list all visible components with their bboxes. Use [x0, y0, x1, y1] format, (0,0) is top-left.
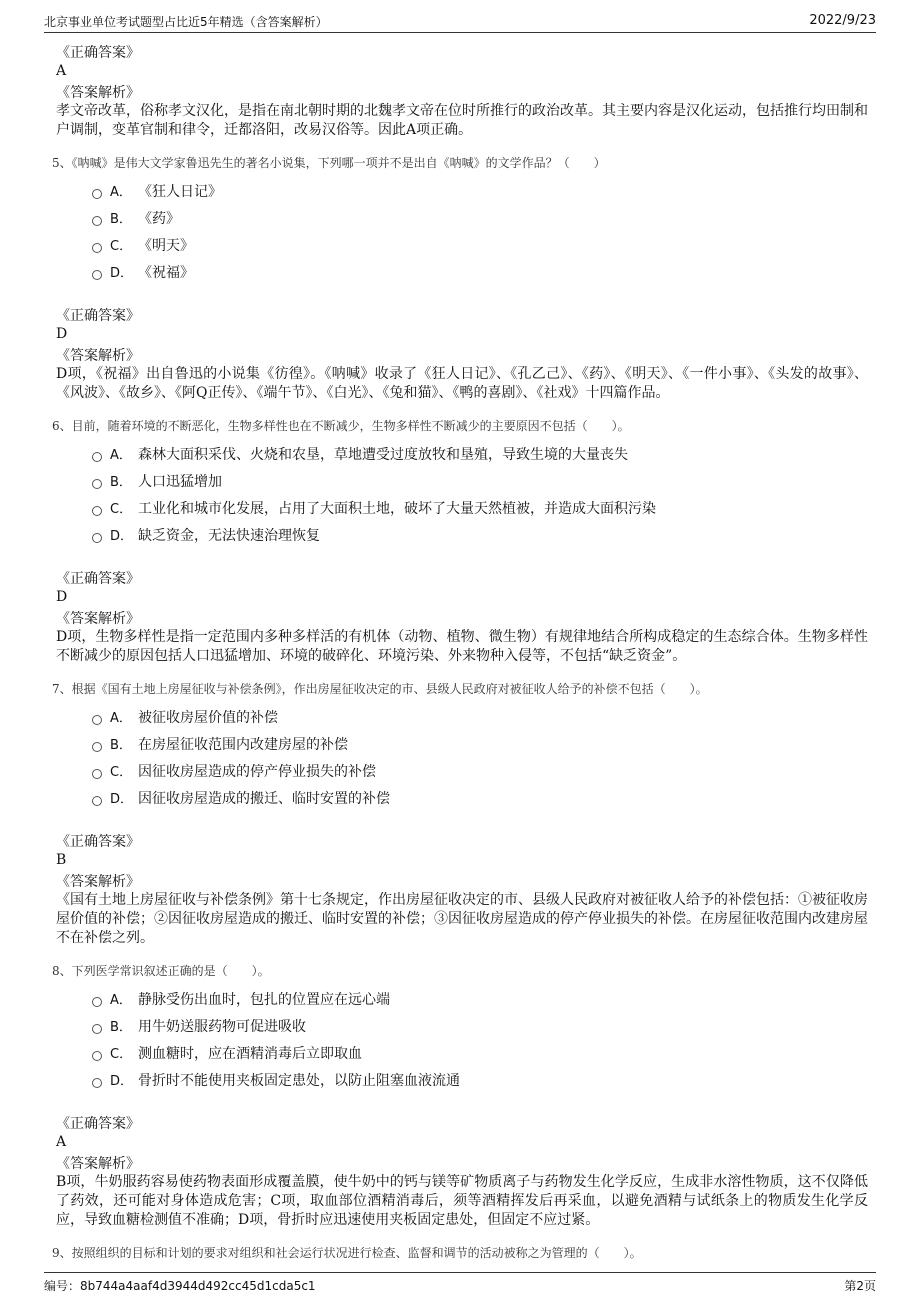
option-text: 工业化和城市化发展，占用了大面积土地，破坏了大量天然植被，并造成大面积污染 — [138, 500, 656, 517]
analysis-label: 《答案解析》 — [56, 1156, 140, 1172]
radio-icon[interactable] — [92, 506, 102, 516]
option-d[interactable] — [56, 521, 868, 548]
question-5: 5、《呐喊》是伟大文学家鲁迅先生的著名小说集，下列哪一项并不是出自《呐喊》的文学作品？（ ） — [52, 156, 606, 170]
option-letter: B． — [110, 475, 132, 490]
option-letter: C． — [110, 765, 133, 780]
option-letter: D． — [110, 1074, 134, 1089]
option-text: 森林大面积采伐、火烧和农垦，草地遭受过度放牧和垦殖，导致生境的大量丧失 — [138, 446, 628, 463]
question-9: 9、按照组织的目标和计划的要求对组织和社会运行状况进行检查、监督和调节的活动被称之为管理的（ ）。 — [52, 1246, 642, 1260]
document-code — [44, 1277, 316, 1294]
radio-icon[interactable] — [92, 216, 102, 226]
correct-answer: A — [56, 63, 67, 79]
option-letter: B． — [110, 738, 132, 753]
option-text: 人口迅猛增加 — [138, 473, 222, 490]
correct-answer: A — [56, 1134, 67, 1150]
option-letter: D． — [110, 529, 134, 544]
page-content — [52, 44, 868, 1262]
option-letter: D． — [110, 792, 134, 807]
correct-answer-label: 《正确答案》 — [56, 1116, 140, 1132]
option-text: 因征收房屋造成的停产停业损失的补偿 — [138, 763, 376, 780]
page-footer — [44, 1272, 876, 1295]
radio-icon[interactable] — [92, 270, 102, 280]
option-a[interactable] — [56, 177, 868, 204]
radio-icon[interactable] — [92, 189, 102, 199]
option-b[interactable] — [56, 1012, 868, 1039]
option-letter: B． — [110, 1020, 132, 1035]
option-letter: D． — [110, 266, 134, 281]
correct-answer-label: 《正确答案》 — [56, 308, 140, 324]
option-letter: A． — [110, 711, 132, 726]
document-title: 北京事业单位考试题型占比近5年精选（含答案解析） — [44, 15, 328, 29]
option-text: 静脉受伤出血时，包扎的位置应在远心端 — [138, 991, 390, 1008]
radio-icon[interactable] — [92, 796, 102, 806]
radio-icon[interactable] — [92, 715, 102, 725]
option-a[interactable] — [56, 703, 868, 730]
correct-answer: D — [56, 589, 68, 605]
radio-icon[interactable] — [92, 533, 102, 543]
radio-icon[interactable] — [92, 1024, 102, 1034]
radio-icon[interactable] — [92, 243, 102, 253]
radio-icon[interactable] — [92, 769, 102, 779]
option-d[interactable] — [56, 1066, 868, 1093]
analysis-label: 《答案解析》 — [56, 874, 140, 890]
option-a[interactable] — [56, 985, 868, 1012]
option-text: 用牛奶送服药物可促进吸收 — [138, 1018, 306, 1035]
radio-icon[interactable] — [92, 742, 102, 752]
option-text: 测血糖时，应在酒精消毒后立即取血 — [138, 1045, 362, 1062]
option-letter: B． — [110, 212, 132, 227]
option-text: 骨折时不能使用夹板固定患处，以防止阻塞血液流通 — [138, 1072, 460, 1089]
option-text: 《药》 — [138, 210, 180, 227]
analysis-text: 《国有土地上房屋征收与补偿条例》第十七条规定，作出房屋征收决定的市、县级人民政府对被征收人给予的补偿包括：①被征收房屋价值的补偿；②因征收房屋造成的搬迁、临时安置的补偿；③因征收房屋造成的停产停业损失的补偿。在房屋征收范围内改建房屋不在补偿之列。 — [56, 892, 868, 946]
radio-icon[interactable] — [92, 479, 102, 489]
option-text: 《明天》 — [138, 237, 194, 254]
correct-answer-label: 《正确答案》 — [56, 571, 140, 587]
option-text: 被征收房屋价值的补偿 — [138, 709, 278, 726]
option-text: 因征收房屋造成的搬迁、临时安置的补偿 — [138, 790, 390, 807]
page-number: 第2页 — [844, 1279, 876, 1293]
option-b[interactable] — [56, 467, 868, 494]
option-letter: A． — [110, 993, 132, 1008]
option-text: 《狂人日记》 — [138, 183, 222, 200]
option-b[interactable] — [56, 204, 868, 231]
document-date: 2022/9/23 — [809, 13, 876, 28]
option-c[interactable] — [56, 231, 868, 258]
question-7: 7、根据《国有土地上房屋征收与补偿条例》，作出房屋征收决定的市、县级人民政府对被征收人给予的补偿不包括（ ）。 — [52, 682, 708, 696]
analysis-label: 《答案解析》 — [56, 611, 140, 627]
option-c[interactable] — [56, 1039, 868, 1066]
option-letter: A． — [110, 185, 132, 200]
radio-icon[interactable] — [92, 452, 102, 462]
analysis-text: D项，生物多样性是指一定范围内多种多样活的有机体（动物、植物、微生物）有规律地结合所构成稳定的生态综合体。生物多样性不断减少的原因包括人口迅猛增加、环境的破碎化、环境污染、外来物种入侵等，不包括“缺乏资金”。 — [56, 629, 868, 664]
analysis-text: B项，牛奶服药容易使药物表面形成覆盖膜，使牛奶中的钙与镁等矿物质离子与药物发生化学反应，生成非水溶性物质，这不仅降低了药效，还可能对身体造成危害；C项，取血部位酒精消毒后，须等酒精挥发后再采血，以避免酒精与试纸条上的物质发生化学反应，导致血糖检测值不准确；D项，骨折时应迅速使用夹板固定患处，但固定不应过紧。 — [56, 1174, 868, 1228]
option-text: 缺乏资金，无法快速治理恢复 — [138, 527, 320, 544]
option-b[interactable] — [56, 730, 868, 757]
correct-answer-label: 《正确答案》 — [56, 45, 140, 61]
option-letter: C． — [110, 239, 133, 254]
code-value: 8b744a4aaf4d3944d492cc45d1cda5c1 — [80, 1279, 316, 1293]
radio-icon[interactable] — [92, 997, 102, 1007]
correct-answer: D — [56, 326, 68, 342]
option-letter: C． — [110, 502, 133, 517]
option-a[interactable] — [56, 440, 868, 467]
analysis-label: 《答案解析》 — [56, 85, 140, 101]
option-d[interactable] — [56, 784, 868, 811]
analysis-label: 《答案解析》 — [56, 348, 140, 364]
option-d[interactable] — [56, 258, 868, 285]
radio-icon[interactable] — [92, 1051, 102, 1061]
option-c[interactable] — [56, 757, 868, 784]
question-8: 8、下列医学常识叙述正确的是（ ）。 — [52, 964, 270, 978]
page-header — [44, 10, 876, 33]
option-c[interactable] — [56, 494, 868, 521]
option-text: 《祝福》 — [138, 264, 194, 281]
option-letter: A． — [110, 448, 132, 463]
radio-icon[interactable] — [92, 1078, 102, 1088]
correct-answer: B — [56, 852, 67, 868]
correct-answer-label: 《正确答案》 — [56, 834, 140, 850]
analysis-text: D项，《祝福》出自鲁迅的小说集《彷徨》。《呐喊》收录了《狂人日记》、《孔乙己》、《药》、《明天》、《一件小事》、《头发的故事》、《风波》、《故乡》、《阿Q正传》、《端午节》、《白光》、《兔和猫》、《鸭的喜剧》、《社戏》十四篇作品。 — [56, 366, 868, 401]
option-text: 在房屋征收范围内改建房屋的补偿 — [138, 736, 348, 753]
analysis-text: 孝文帝改革，俗称孝文汉化，是指在南北朝时期的北魏孝文帝在位时所推行的政治改革。其主要内容是汉化运动，包括推行均田制和户调制，变革官制和律令，迁都洛阳，改易汉俗等。因此A项正确。 — [56, 103, 868, 138]
question-6: 6、目前，随着环境的不断恶化，生物多样性也在不断减少，生物多样性不断减少的主要原因不包括（ ）。 — [52, 419, 630, 433]
option-letter: C． — [110, 1047, 133, 1062]
code-label: 编号： — [44, 1279, 81, 1293]
